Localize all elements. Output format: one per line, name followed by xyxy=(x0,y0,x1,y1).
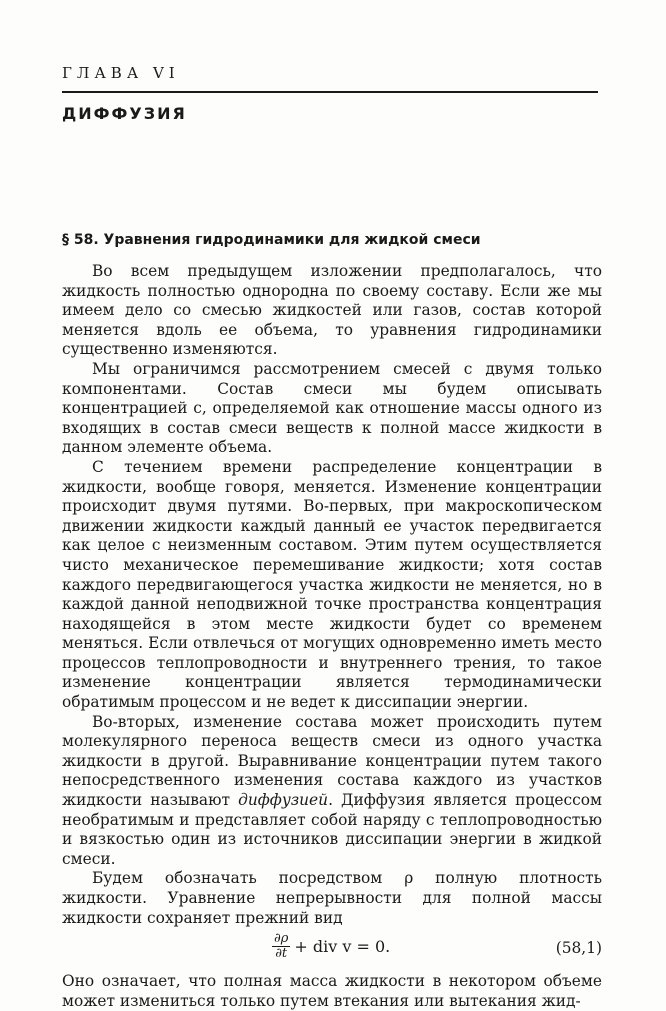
paragraph-5: Будем обозначать посредством ρ полную плотность жидкости. Уравнение непрерывности для полной массы жидкости сохраняет прежний вид xyxy=(62,869,602,927)
equation-58-1 xyxy=(62,928,602,970)
paragraph-2: Мы ограничимся рассмотрением смесей с двумя только компонентами. Состав смеси мы будем описывать концентрацией c, определяемой как отношение массы одного из входящих в состав смеси веществ к полной массе жидкости в данном элементе объема. xyxy=(62,359,602,457)
body-text xyxy=(62,262,602,1011)
paragraph-4 xyxy=(62,713,602,870)
equation-number: (58,1) xyxy=(555,939,602,958)
equation-body xyxy=(272,932,390,961)
partial-derivative-fraction xyxy=(272,932,290,961)
equation-rest: + div v = 0. xyxy=(294,936,391,956)
fraction-numerator: ∂ρ xyxy=(274,931,289,947)
paragraph-3: С течением времени распределение концентрации в жидкости, вообще говоря, меняется. Изменение концентрации происходит двумя путями. Во-первых, при макроскопическом движении жидкости каждый данный ее участок передвигается как целое с неизменным составом. Этим путем осуществляется чисто механическое перемешивание жидкости; хотя состав каждого передвигающегося участка жидкости не меняется, но в каждой данной неподвижной точке пространства концентрация находящейся в этом месте жидкости будет со временем меняться. Если отвлечься от могущих одновременно иметь место процессов теплопроводности и внутреннего трения, то такое изменение концентрации является термодинамически обратимым процессом и не ведет к диссипации энергии. xyxy=(62,457,602,712)
fraction-denominator: ∂t xyxy=(275,946,288,962)
section-heading: § 58. Уравнения гидродинамики для жидкой смеси xyxy=(62,232,481,248)
paragraph-6: Оно означает, что полная масса жидкости в некотором объеме может измениться только путем втекания или вытекания жид- xyxy=(62,972,602,1010)
paragraph-4-text-b: . Диффузия является процессом необратимым и представляет собой наряду с теплопроводностью и вязкостью один из источников диссипации энергии в жидкой смеси. xyxy=(62,791,602,868)
chapter-label: ГЛАВА VI xyxy=(62,64,180,82)
paragraph-4-text-a: Во-вторых, изменение состава может происходить путем молекулярного переноса веществ смеси из одного участка жидкости в другой. Выравнивание концентрации путем такого непосредственного изменения состава каждого из участков жидкости называют xyxy=(62,712,602,810)
chapter-rule xyxy=(62,91,598,93)
chapter-title: ДИФФУЗИЯ xyxy=(62,104,187,123)
paragraph-4-term: диффузией xyxy=(238,791,329,810)
paragraph-1: Во всем предыдущем изложении предполагалось, что жидкость полностью однородна по своему составу. Если же мы имеем дело со смесью жидкостей или газов, состав которой меняется вдоль ее объема, то уравнения гидродинамики существенно изменяются. xyxy=(62,262,602,359)
